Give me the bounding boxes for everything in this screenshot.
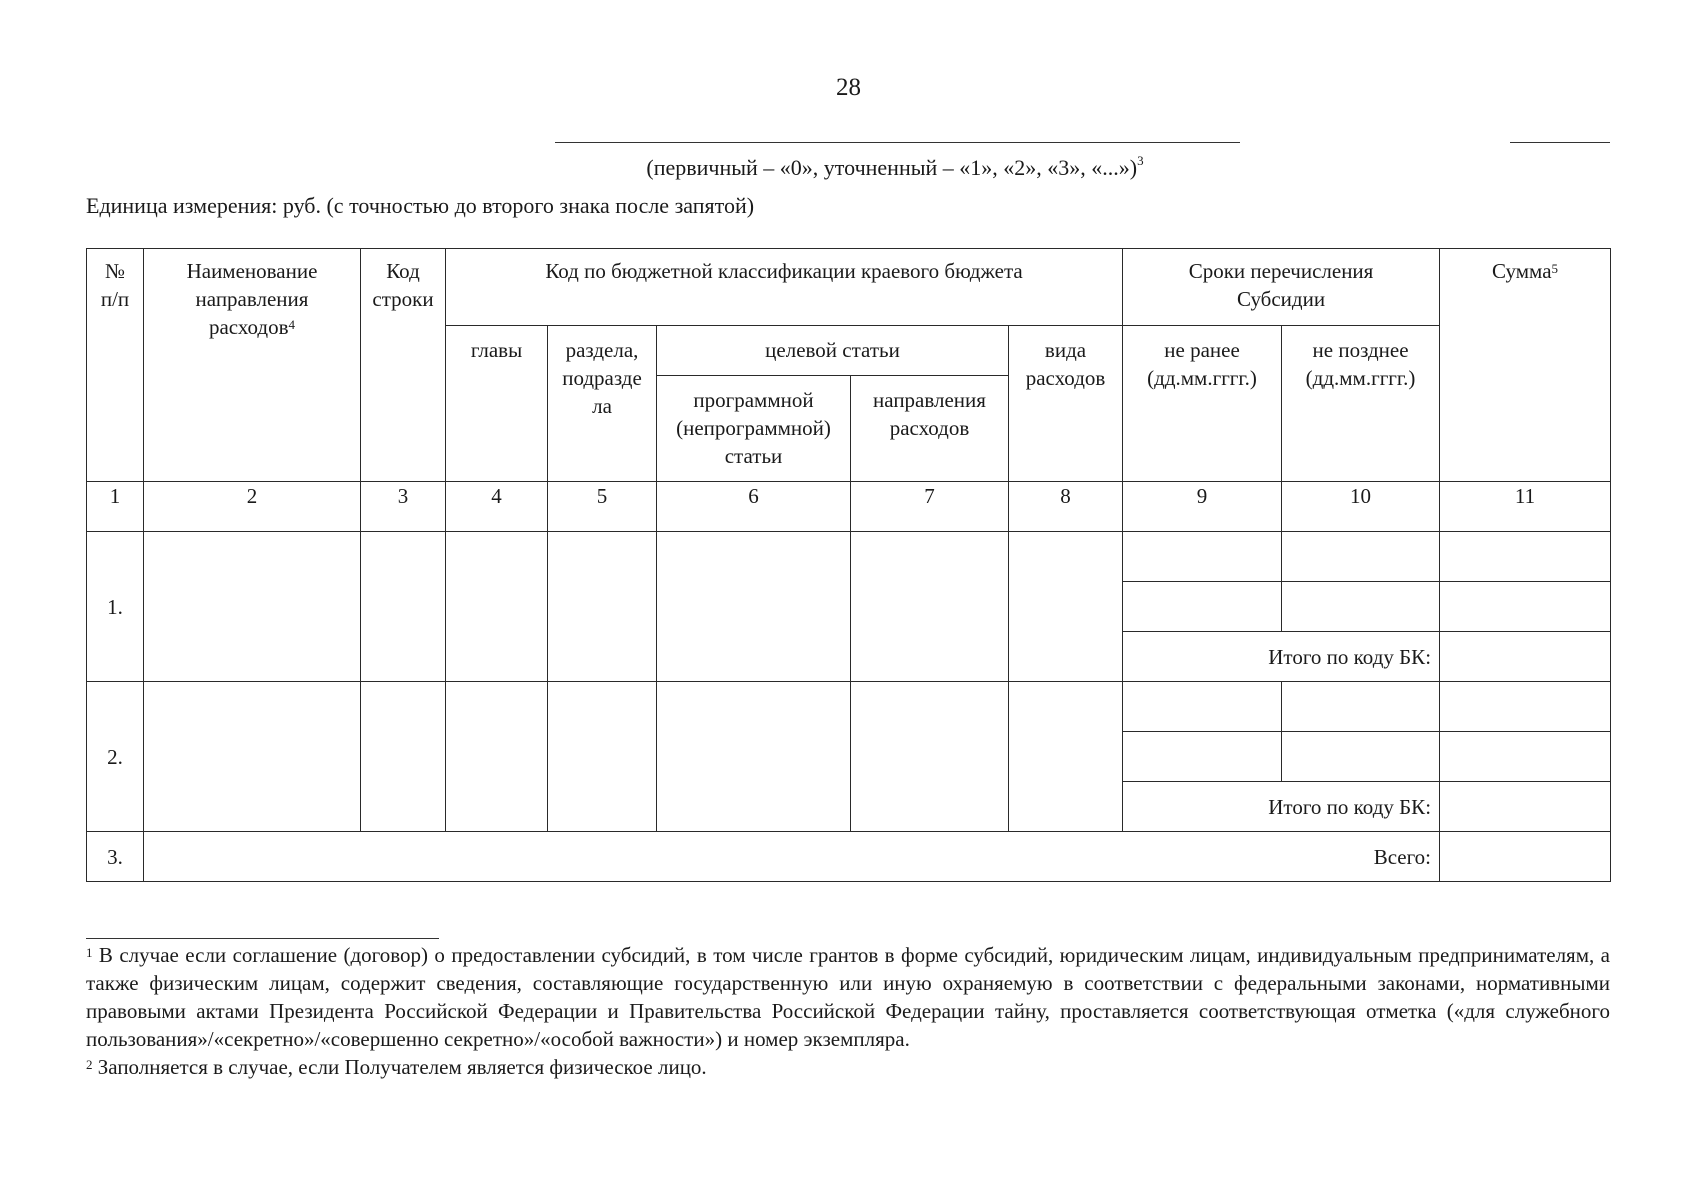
header-expense-type [1009, 326, 1123, 482]
header-expense-name-line3-text: расходов [208, 315, 289, 339]
line-code-cell[interactable] [361, 532, 446, 682]
header-section-line3: ла [592, 394, 612, 418]
not-before-cell[interactable] [1123, 682, 1282, 732]
section-cell[interactable] [548, 532, 657, 682]
column-number: 4 [446, 482, 548, 532]
chapter-cell[interactable] [446, 682, 548, 832]
sum-cell[interactable] [1440, 532, 1611, 582]
header-budget-classification: Код по бюджетной классификации краевого бюджета [446, 249, 1123, 326]
header-sum-text: Сумма [1492, 259, 1552, 283]
number-blank-line [1510, 142, 1610, 143]
not-before-cell[interactable] [1123, 582, 1282, 632]
header-expense-direction-line1: направления [873, 388, 986, 412]
header-section [548, 326, 657, 482]
subtotal-label: Итого по коду БК: [1123, 782, 1440, 832]
version-note [555, 155, 1235, 181]
header-program-article [657, 376, 851, 482]
not-later-cell[interactable] [1282, 732, 1440, 782]
subtotal-sum-cell[interactable] [1440, 632, 1611, 682]
header-expense-direction-line2: расходов [889, 416, 970, 440]
header-transfer-terms-line1: Сроки перечисления [1188, 259, 1374, 283]
header-sum-footnote-ref: 5 [1551, 261, 1559, 276]
header-expense-direction [851, 376, 1009, 482]
header-row-number-line2: п/п [100, 287, 130, 311]
row-number: 2. [87, 682, 144, 832]
not-before-cell[interactable] [1123, 732, 1282, 782]
expense-name-cell[interactable] [144, 532, 361, 682]
column-number: 11 [1440, 482, 1611, 532]
total-label: Всего: [144, 832, 1440, 882]
header-expense-type-line2: расходов [1025, 366, 1106, 390]
not-later-cell[interactable] [1282, 682, 1440, 732]
column-number: 1 [87, 482, 144, 532]
header-not-later-line1: не позднее [1312, 338, 1409, 362]
row-number: 1. [87, 532, 144, 682]
footnote-2-ref: 2 [86, 1057, 93, 1072]
header-not-before-line1: не ранее [1164, 338, 1240, 362]
version-note-text: (первичный – «0», уточненный – «1», «2», «3», «...») [646, 155, 1138, 180]
page-number: 28 [836, 74, 861, 101]
header-line-code-line2: строки [372, 287, 434, 311]
footnote-separator [86, 938, 439, 939]
header-transfer-terms [1123, 249, 1440, 326]
header-sum [1440, 249, 1611, 482]
header-expense-name-footnote-ref: 4 [288, 317, 296, 332]
section-cell[interactable] [548, 682, 657, 832]
table-row [87, 532, 1611, 582]
column-number: 3 [361, 482, 446, 532]
column-number: 9 [1123, 482, 1282, 532]
column-number: 10 [1282, 482, 1440, 532]
version-note-footnote-ref: 3 [1137, 153, 1144, 168]
column-number: 6 [657, 482, 851, 532]
header-not-before [1123, 326, 1282, 482]
unit-of-measure: Единица измерения: руб. (с точностью до второго знака после запятой) [86, 193, 755, 218]
header-expense-name-line3 [144, 313, 360, 341]
footnotes [86, 941, 1610, 1081]
header-section-line1: раздела, [565, 338, 639, 362]
table-row [87, 682, 1611, 732]
header-chapter: главы [446, 326, 548, 482]
expense-name-cell[interactable] [144, 682, 361, 832]
header-expense-type-line1: вида [1044, 338, 1087, 362]
header-program-article-line3: статьи [724, 444, 783, 468]
subtotal-sum-cell[interactable] [1440, 782, 1611, 832]
column-number: 2 [144, 482, 361, 532]
header-not-later-line2: (дд.мм.гггг.) [1305, 366, 1416, 390]
total-sum-cell[interactable] [1440, 832, 1611, 882]
not-later-cell[interactable] [1282, 532, 1440, 582]
subtotal-label: Итого по коду БК: [1123, 632, 1440, 682]
sum-cell[interactable] [1440, 582, 1611, 632]
header-line-code-line1: Код [386, 259, 420, 283]
header-transfer-terms-line2: Субсидии [1236, 287, 1326, 311]
footnote-2-text: Заполняется в случае, если Получателем является физическое лицо. [92, 1055, 707, 1079]
header-expense-name-line1: Наименование [186, 259, 318, 283]
header-not-before-line2: (дд.мм.гггг.) [1147, 366, 1257, 390]
expense-direction-cell[interactable] [851, 532, 1009, 682]
footnote-1 [86, 941, 1610, 1053]
program-article-cell[interactable] [657, 682, 851, 832]
footnote-1-ref: 1 [86, 945, 93, 960]
row-number: 3. [87, 832, 144, 882]
not-before-cell[interactable] [1123, 532, 1282, 582]
expense-type-cell[interactable] [1009, 682, 1123, 832]
header-program-article-line2: (непрограммной) [676, 416, 831, 440]
header-target-article: целевой статьи [657, 326, 1009, 376]
footnote-1-text: В случае если соглашение (договор) о предоставлении субсидий, в том числе грантов в форме субсидий, юридическим лицам, индивидуальным предпринимателям, а также физическим лицам, содержит сведения, составляющие государственную или иную охраняемую в соответствии с федеральными законами, нормативными правовыми актами Президента Российской Федерации и Правительства Российской Федерации тайну, проставляется соответствующая отметка («для служебного пользования»/«секретно»/«совершенно секретно»/«особой важности») и номер экземпляра. [86, 943, 1610, 1051]
program-article-cell[interactable] [657, 532, 851, 682]
header-section-line2: подразде [562, 366, 642, 390]
footnote-2 [86, 1053, 1610, 1081]
column-number: 7 [851, 482, 1009, 532]
expense-direction-cell[interactable] [851, 682, 1009, 832]
expense-type-cell[interactable] [1009, 532, 1123, 682]
chapter-cell[interactable] [446, 532, 548, 682]
header-row-1 [87, 249, 1611, 326]
sum-cell[interactable] [1440, 732, 1611, 782]
header-expense-name-line2: направления [195, 287, 309, 311]
column-number: 5 [548, 482, 657, 532]
header-row-number-line1: № [104, 259, 126, 283]
column-number: 8 [1009, 482, 1123, 532]
transfer-schedule-table [86, 248, 1611, 882]
header-not-later [1282, 326, 1440, 482]
header-program-article-line1: программной [693, 388, 814, 412]
header-line-code [361, 249, 446, 482]
total-row [87, 832, 1611, 882]
header-expense-name [144, 249, 361, 482]
header-row-number [87, 249, 144, 482]
version-blank-line [555, 142, 1240, 143]
not-later-cell[interactable] [1282, 582, 1440, 632]
sum-cell[interactable] [1440, 682, 1611, 732]
line-code-cell[interactable] [361, 682, 446, 832]
column-numbers-row [87, 482, 1611, 532]
